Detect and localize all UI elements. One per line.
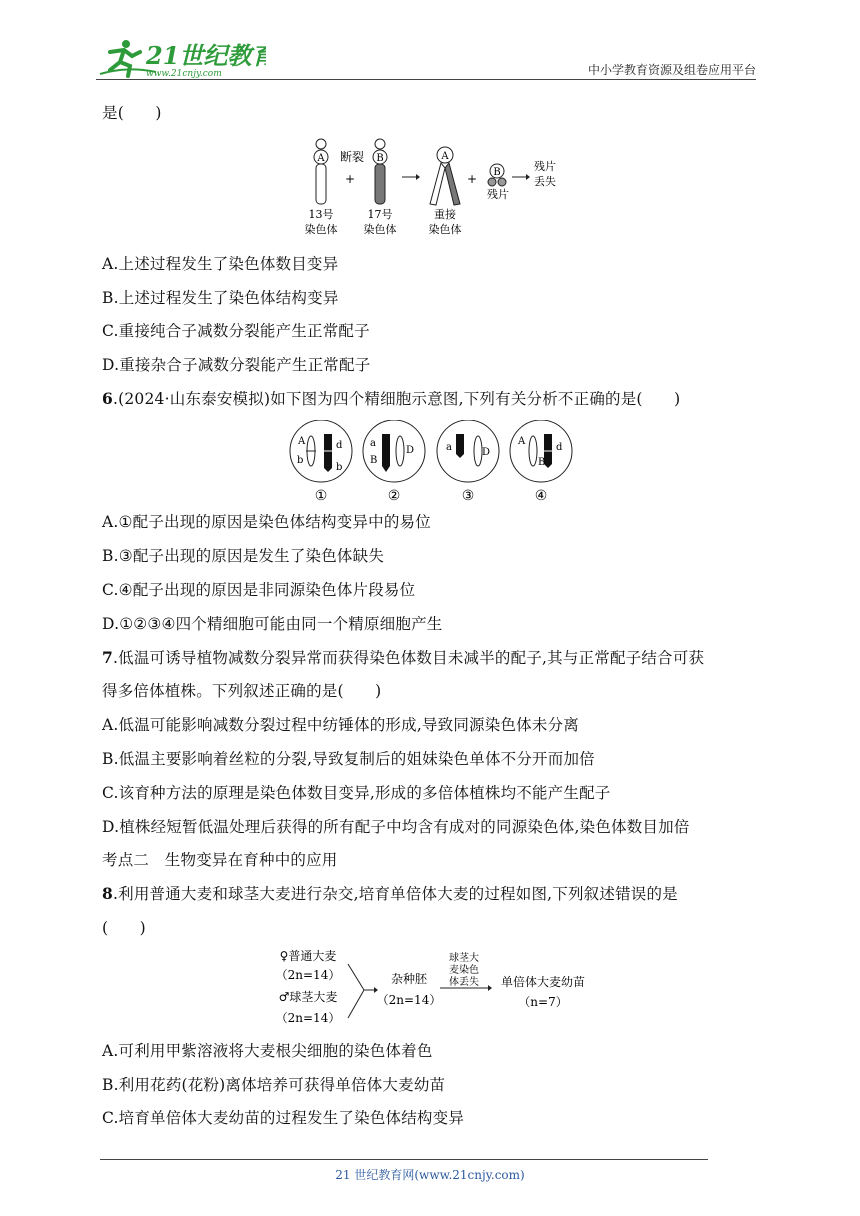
q6-cells-figure bbox=[284, 420, 584, 504]
svg-text:B: B bbox=[493, 167, 501, 178]
cross-lines bbox=[348, 964, 364, 1018]
chromosome-13 bbox=[314, 139, 328, 204]
svg-text:B: B bbox=[376, 153, 384, 164]
q7-option-a: A.低温可能影响减数分裂过程中纺锤体的形成,导致同源染色体未分离 bbox=[102, 716, 579, 734]
cell-2 bbox=[363, 420, 425, 482]
rejoin-label: 重接 bbox=[434, 208, 456, 221]
q5-chromosome-figure bbox=[298, 138, 568, 238]
q6-option-d: D.①②③④四个精细胞可能由同一个精原细胞产生 bbox=[102, 615, 443, 633]
svg-text:A: A bbox=[317, 153, 325, 164]
rejoin-label-2: 染色体 bbox=[428, 223, 462, 236]
footer-divider bbox=[100, 1159, 708, 1160]
arrow-note-2: 麦染色 bbox=[449, 965, 479, 976]
break-label: 断裂 bbox=[339, 150, 365, 164]
chromosome-17 bbox=[373, 139, 387, 204]
q5-stem-tail: 是( ) bbox=[102, 104, 162, 122]
footer-link[interactable]: 21 世纪教育网(www.21cnjy.com) bbox=[335, 1168, 525, 1182]
plus-sign-2: + bbox=[466, 172, 478, 186]
lost-label: 残片 bbox=[534, 160, 556, 173]
svg-text:D: D bbox=[482, 447, 491, 458]
q8-breeding-figure bbox=[268, 946, 598, 1030]
q5-option-b: B.上述过程发生了染色体结构变异 bbox=[102, 289, 339, 307]
chr17-label: 17号 bbox=[367, 208, 393, 221]
svg-text:B: B bbox=[538, 457, 546, 468]
arrow-note: 球茎大 bbox=[449, 953, 479, 964]
svg-text:A: A bbox=[518, 436, 526, 447]
cell-3 bbox=[437, 420, 499, 482]
platform-name: 中小学教育资源及组卷应用平台 bbox=[587, 63, 756, 77]
q8-stem-line1: 8.利用普通大麦和球茎大麦进行杂交,培育单倍体大麦的过程如图,下列叙述错误的是 bbox=[102, 884, 678, 903]
female-parent: ♀普通大麦 bbox=[279, 949, 337, 963]
cell-4-label: ④ bbox=[534, 488, 548, 504]
svg-text:B: B bbox=[370, 455, 378, 466]
haploid-chromosomes: （n=7） bbox=[518, 995, 568, 1009]
cell-2-label: ② bbox=[387, 488, 401, 504]
q8-option-c: C.培育单倍体大麦幼苗的过程发生了染色体结构变异 bbox=[102, 1109, 465, 1127]
q7-option-b: B.低温主要影响着丝粒的分裂,导致复制后的姐妹染色单体不分开而加倍 bbox=[102, 750, 595, 768]
chr13-label-2: 染色体 bbox=[304, 223, 338, 236]
q8-option-a: A.可利用甲紫溶液将大麦根尖细胞的染色体着色 bbox=[102, 1042, 433, 1060]
q6-option-b: B.③配子出现的原因是发生了染色体缺失 bbox=[102, 547, 385, 565]
q6-option-c: C.④配子出现的原因是非同源染色体片段易位 bbox=[102, 581, 416, 599]
fragment bbox=[488, 164, 506, 186]
rejoined-chromosome bbox=[430, 147, 460, 205]
cell-1-label: ① bbox=[314, 488, 328, 504]
cell-3-label: ③ bbox=[461, 488, 475, 504]
svg-text:d: d bbox=[556, 442, 563, 453]
logo-text: 21世纪教育 bbox=[146, 41, 266, 70]
svg-text:a: a bbox=[370, 438, 376, 449]
q8-stem-line2: ( ) bbox=[102, 919, 146, 937]
header-divider bbox=[96, 79, 756, 80]
chr13-label: 13号 bbox=[308, 208, 334, 221]
q5-option-c: C.重接纯合子减数分裂能产生正常配子 bbox=[102, 322, 370, 340]
plus-sign: + bbox=[344, 172, 356, 186]
q7-option-c: C.该育种方法的原理是染色体数目变异,形成的多倍体植株均不能产生配子 bbox=[102, 784, 611, 802]
haploid-seedling: 单倍体大麦幼苗 bbox=[500, 975, 586, 989]
q5-option-a: A.上述过程发生了染色体数目变异 bbox=[102, 255, 339, 273]
q7-stem-line2: 得多倍体植株。下列叙述正确的是( ) bbox=[102, 682, 382, 700]
female-chromosomes: （2n=14） bbox=[275, 968, 341, 982]
svg-text:A: A bbox=[298, 436, 306, 447]
q8-option-b: B.利用花药(花粉)离体培养可获得单倍体大麦幼苗 bbox=[102, 1076, 446, 1094]
section-heading: 考点二 生物变异在育种中的应用 bbox=[102, 851, 338, 869]
logo-url: www.21cnjy.com bbox=[146, 69, 222, 79]
male-parent: ♂球茎大麦 bbox=[278, 990, 338, 1004]
hybrid-embryo: 杂种胚 bbox=[390, 972, 428, 986]
svg-text:A: A bbox=[441, 151, 449, 162]
q7-option-d: D.植株经短暂低温处理后获得的所有配子中均含有成对的同源染色体,染色体数目加倍 bbox=[102, 818, 690, 836]
svg-text:b: b bbox=[297, 455, 304, 466]
q5-option-d: D.重接杂合子减数分裂能产生正常配子 bbox=[102, 356, 371, 374]
arrow-icon bbox=[402, 174, 420, 180]
svg-text:b: b bbox=[336, 462, 343, 473]
q7-stem-line1: 7.低温可诱导植物减数分裂异常而获得染色体数目未减半的配子,其与正常配子结合可获 bbox=[102, 648, 705, 667]
hybrid-chromosomes: （2n=14） bbox=[376, 993, 442, 1007]
cell-1 bbox=[290, 420, 352, 482]
svg-text:D: D bbox=[406, 445, 415, 456]
male-chromosomes: （2n=14） bbox=[275, 1011, 341, 1025]
chr17-label-2: 染色体 bbox=[363, 223, 397, 236]
cell-4 bbox=[510, 420, 572, 482]
svg-text:d: d bbox=[336, 440, 343, 451]
lost-label-2: 丢失 bbox=[534, 175, 556, 188]
arrow-icon bbox=[512, 174, 530, 180]
svg-text:a: a bbox=[446, 442, 452, 453]
fragment-label: 残片 bbox=[487, 188, 509, 201]
arrow-note-3: 体丢失 bbox=[449, 977, 479, 988]
site-logo bbox=[96, 36, 266, 80]
q6-stem: 6.(2024·山东泰安模拟)如下图为四个精细胞示意图,下列有关分析不正确的是( ) bbox=[102, 389, 681, 408]
q6-option-a: A.①配子出现的原因是染色体结构变异中的易位 bbox=[102, 513, 431, 531]
